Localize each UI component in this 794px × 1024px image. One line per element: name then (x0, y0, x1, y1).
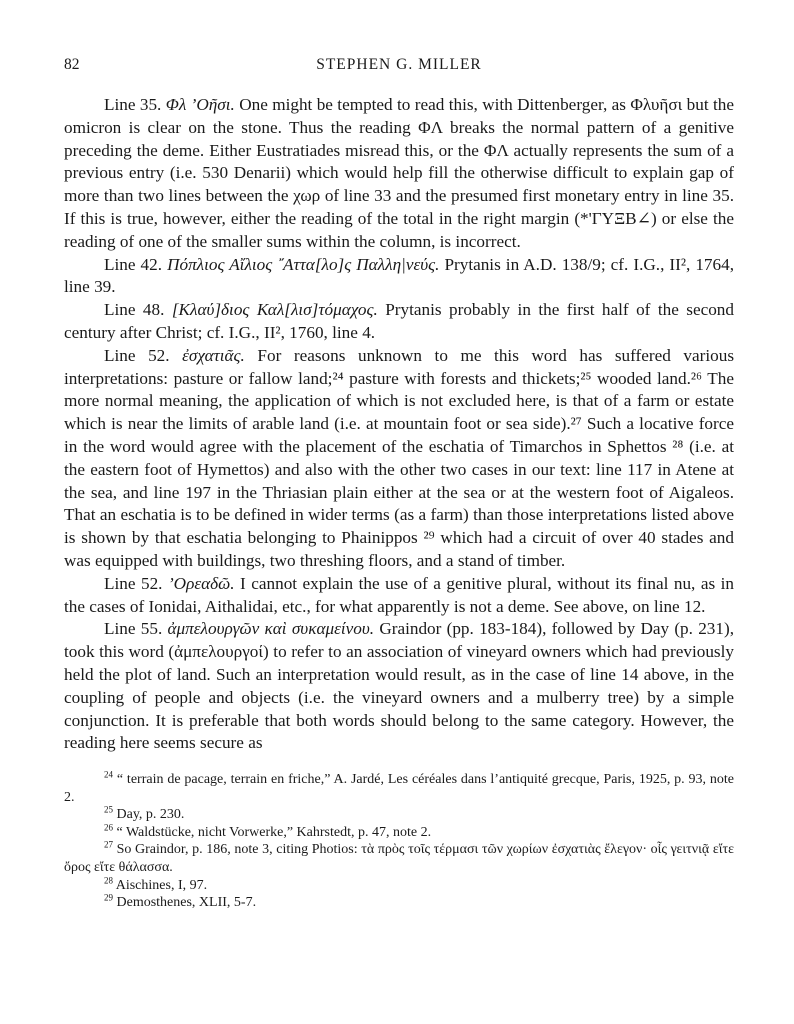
greek-lemma: Φλ ’Οῆσι. (165, 95, 235, 114)
footnote-text: Day, p. 230. (116, 807, 185, 823)
line-label: Line 48. (104, 300, 165, 320)
commentary-line-48 (64, 299, 734, 345)
commentary-text: Prytanis probably in the first half of the second century after Christ; cf. I.G., II², 1760, line 4. (64, 300, 734, 342)
footnote-number: 28 (104, 875, 113, 886)
commentary-line-52-eschatia (64, 345, 734, 573)
footnote (64, 841, 734, 876)
footnote-text: Aischines, I, 97. (115, 877, 208, 893)
greek-lemma: ἐσχατιᾶς. (182, 345, 245, 365)
footnote (64, 771, 734, 806)
line-label: Line 35. (104, 95, 162, 114)
line-label: Line 52. (104, 345, 170, 365)
greek-lemma: [Κλαύ]διος Καλ[λισ]τόμαχος. (171, 300, 378, 320)
commentary-text: Graindor (pp. 183-184), followed by Day (p. 231), took this word (ἀμπελουργοί) to refer to an association of vineyard owners which had previously held the plot of land. Such an interpretation would result, as in the case of line 14 above, in the coupling of people and objects (i.e. the vineyard owners and a mulberry tree) by a simple conjunction. It is preferable that both words should belong to the same category. However, the reading here seems secure as (64, 619, 735, 753)
greek-lemma: Πόπλιος Αἴλιος ῎Αττα[λο]ς Παλλη|νεύς. (167, 254, 440, 274)
footnote-text: “ Waldstücke, nicht Vorwerke,” Kahrstedt, p. 47, note 2. (116, 824, 432, 840)
footnote-number: 24 (104, 769, 113, 780)
line-label: Line 55. (104, 619, 163, 639)
footnote (64, 806, 734, 824)
commentary-text: One might be tempted to read this, with Dittenberger, as Φλυῆσι but the omicron is clear on the stone. Thus the reading ΦΛ breaks the normal pattern of a genitive preceding the deme. Either Eustratiades misread this, or the ΦΛ actually represents the sum of a previous entry (i.e. 530 Denarii) which would help fill the otherwise difficult to explain gap of more than two lines between the χωρ of line 33 and the presumed first monetary entry in line 35. If this is true, however, either the reading of the total in the right margin (*'ΓΥΞΒ∠) or else the reading of one of the smaller sums within the column, is incorrect. (64, 95, 735, 251)
footnote-number: 27 (104, 839, 113, 850)
commentary-line-35 (64, 94, 734, 254)
commentary-line-55 (64, 618, 734, 755)
running-head: STEPHEN G. MILLER (316, 56, 482, 73)
footnote-text: “ terrain de pacage, terrain en friche,” A. Jardé, Les céréales dans l’antiquité grecque, Paris, 1925, p. 93, note 2. (64, 772, 734, 805)
greek-lemma: ’Ορεαδῶ. (167, 573, 235, 593)
body-text (64, 94, 734, 755)
footnote-number: 26 (104, 822, 113, 833)
footnote (64, 824, 734, 842)
commentary-text: Prytanis in A.D. 138/9; cf. I.G., II², 1764, line 39. (64, 254, 735, 297)
footnote-number: 29 (104, 892, 113, 903)
footnote (64, 877, 734, 895)
greek-lemma: ἀμπελουργῶν καὶ συκαμείνου. (167, 619, 375, 639)
footnote (64, 894, 734, 912)
footnote-text: So Graindor, p. 186, note 3, citing Photios: τὰ πρὸς τοῖς τέρμασι τῶν χωρίων ἐσχατιὰς ἔλεγον· οἷς γειτνιᾷ εἴτε ὄρος εἴτε θάλασσα. (64, 842, 734, 876)
footnotes (64, 771, 734, 912)
document-page (64, 52, 734, 912)
commentary-text: I cannot explain the use of a genitive plural, without its final nu, as in the cases of Ionidai, Aithalidai, etc., for what apparently is not a deme. See above, on line 12. (64, 573, 734, 616)
footnote-number: 25 (104, 804, 113, 815)
commentary-line-52-oreado (64, 573, 734, 619)
footnote-text: Demosthenes, XLII, 5-7. (116, 895, 257, 911)
page-header (64, 52, 734, 82)
commentary-line-42 (64, 254, 734, 300)
line-label: Line 42. (104, 254, 163, 274)
line-label: Line 52. (104, 573, 163, 593)
commentary-text: For reasons unknown to me this word has suffered various interpretations: pasture or fallow land;²⁴ pasture with forests and thickets;²⁵ wooded land.²⁶ The more normal meaning, the application of which is not excluded here, is that of a farm or estate which is near the limits of arable land (i.e. at mountain foot or sea side).²⁷ Such a locative force in the word would agree with the placement of the eschatia of Timarchos in Sphettos ²⁸ (i.e. at the eastern foot of Hymettos) and also with the other two cases in our text: line 117 in Atene at the sea, and line 197 in the Thriasian plain either at the sea or at the western foot of Aigaleos. That an eschatia is to be defined in wider terms (as a farm) than those interpretations listed above is shown by that eschatia belonging to Phainippos ²⁹ which had a circuit of over 40 stades and was equipped with buildings, two threshing floors, and a stand of timber. (64, 345, 735, 570)
page-number: 82 (64, 56, 80, 73)
